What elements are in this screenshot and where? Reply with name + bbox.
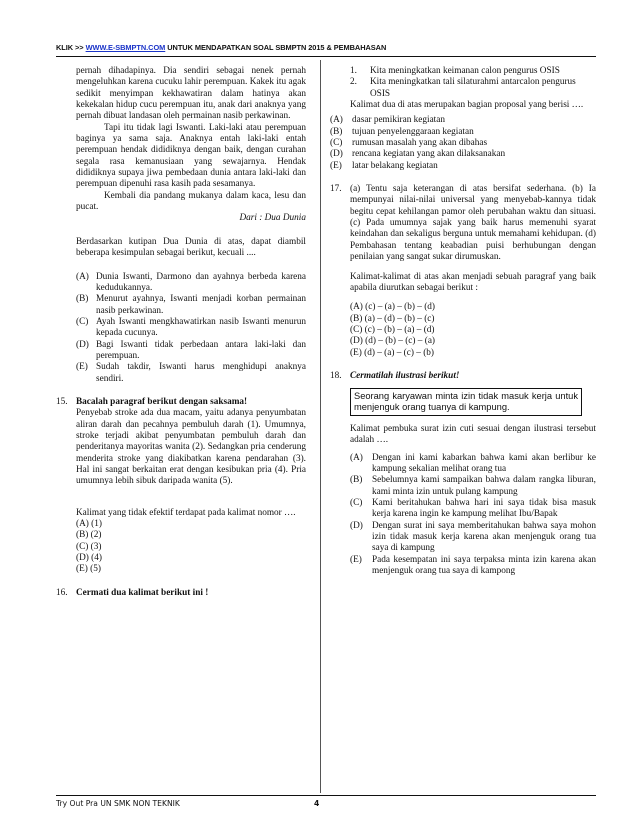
q16-item	[350, 66, 596, 77]
item-text: Kita meningkatkan keimanan calon pengurus OSIS	[370, 66, 560, 76]
q15-number: 15.	[56, 396, 68, 407]
option-key: (D)	[330, 149, 343, 160]
q18-title: Cermatilah ilustrasi berikut!	[350, 370, 460, 381]
option-key: (D)	[76, 339, 89, 350]
q17-options	[350, 302, 596, 359]
q18-option[interactable]	[350, 521, 596, 555]
right-column	[330, 66, 596, 577]
q14-option[interactable]	[76, 340, 306, 363]
option-text: dasar pemikiran kegiatan	[352, 115, 445, 126]
q16-title: Cermati dua kalimat berikut ini !	[76, 587, 209, 598]
option-key: (A)	[350, 452, 363, 463]
q17-option[interactable]: (A) (c) – (a) – (b) – (d)	[350, 302, 436, 313]
option-text: Kami beritahukan bahwa hari ini saya tidak bisa masuk kerja karena ingin ke kampung melihat Ibu/Bapak	[372, 497, 596, 520]
item-text: Kita meningkatkan tali silaturahmi antarcalon pengurus OSIS	[370, 77, 576, 99]
q17-option[interactable]: (D) (d) – (b) – (c) – (a)	[350, 336, 436, 347]
column-divider	[320, 60, 321, 793]
q18-option[interactable]	[350, 498, 596, 521]
q15-option[interactable]: (E) (5)	[76, 564, 101, 575]
page-number: 4	[314, 799, 320, 808]
q15-option[interactable]: (A) (1)	[76, 519, 102, 530]
question-18	[330, 371, 596, 577]
question-15	[56, 397, 306, 576]
option-key: (A)	[76, 271, 89, 282]
footer-title: Try Out Pra UN SMK NON TEKNIK	[56, 799, 180, 808]
q18-options	[350, 453, 596, 578]
q15-title: Bacalah paragraf berikut dengan saksama!	[76, 396, 248, 407]
option-text: Pada kesempatan ini saya terpaksa minta izin karena akan menjenguk orang tua saya di kampong	[372, 554, 596, 576]
option-key: (E)	[350, 554, 362, 565]
option-text: Bagi Iswanti tidak perbedaan antara laki-laki dan perempuan.	[96, 339, 306, 361]
option-key: (C)	[350, 497, 363, 508]
item-key: 2.	[350, 77, 357, 88]
story-source: Dari : Dua Dunia	[239, 213, 306, 224]
q18-stem: Kalimat pembuka surat izin cuti sesuai dengan ilustrasi tersebut adalah ….	[350, 423, 596, 446]
option-key: (D)	[350, 520, 363, 531]
header-suffix: UNTUK MENDAPATKAN SOAL SBMPTN 2015 & PEMBAHASAN	[165, 43, 387, 52]
story-paragraph-3: Kembali dia pandang mukanya dalam kaca, lesu dan pucat.	[76, 190, 306, 213]
option-text: rumusan masalah yang akan dibahas	[352, 138, 488, 149]
q16-stem: Kalimat dua di atas merupakan bagian proposal yang berisi ….	[350, 100, 584, 111]
q16-number: 16.	[56, 587, 68, 598]
question-17	[330, 184, 596, 359]
option-key: (E)	[76, 362, 88, 373]
story-paragraph-2: Tapi itu tidak lagi Iswanti. Laki-laki atau perempuan baginya ya sama saja. Anaknya entah laki-laki entah perempuan hendak dididiknya dengan baik, dengan curahan segala rasa kemanusiaan yang sewajarnya. Hendak dididiknya supaya jiwa pembedaan dunia antara laki-laki dan perempuan dipenuhi rasa kasih pada sesamanya.	[76, 122, 306, 190]
q16-item	[350, 77, 596, 100]
q16-options	[330, 115, 596, 172]
q18-illustration-box: Seorang karyawan minta izin tidak masuk kerja untuk menjenguk orang tuanya di kampung.	[350, 388, 582, 416]
option-text: Ayah Iswanti mengkhawatirkan nasib Iswanti menurun kepada cucunya.	[96, 316, 306, 339]
option-key: (B)	[76, 294, 89, 305]
q14-options	[76, 272, 306, 385]
q14-option[interactable]	[76, 272, 306, 295]
option-text: tujuan penyelenggaraan kegiatan	[352, 126, 474, 137]
option-text: Menurut ayahnya, Iswanti menjadi korban permainan nasib perkawinan.	[96, 294, 306, 316]
q15-stem: Kalimat yang tidak efektif terdapat pada kalimat nomor ….	[76, 507, 296, 518]
option-key: (C)	[330, 138, 343, 149]
q17-option[interactable]: (E) (d) – (a) – (c) – (b)	[350, 347, 434, 358]
option-text: latar belakang kegiatan	[352, 160, 438, 171]
q14-option[interactable]	[76, 362, 306, 385]
story-paragraph-1: pernah dihadapinya. Dia sendiri sebagai nenek pernah mengeluhkan karena cucuku lahir perempuan. Kakek itu agak sedikit menyimpan kekhawatiran dalam hatinya akan kekekalan hidup cucu perempuan itu, anak dari anaknya yang pernah dibuat landasan oleh permainan nasib perkawinan.	[76, 66, 306, 122]
header-link[interactable]: WWW.E-SBMPTN.COM	[85, 43, 166, 52]
q16-option[interactable]	[330, 161, 596, 172]
q15-option[interactable]: (B) (2)	[76, 530, 102, 541]
q18-number: 18.	[330, 370, 342, 381]
header-rule	[56, 56, 596, 57]
item-key: 1.	[350, 66, 357, 76]
q17-number: 17.	[330, 184, 342, 195]
option-text: Sebelumnya kami sampaikan bahwa dalam rangka liburan, kami minta izin untuk pulang kampung	[372, 475, 596, 497]
option-key: (B)	[330, 126, 343, 137]
option-text: rencana kegiatan yang akan dilaksanakan	[352, 149, 506, 160]
q17-option[interactable]: (C) (c) – (b) – (a) – (d)	[350, 324, 435, 335]
q18-option[interactable]	[350, 453, 596, 476]
left-column	[56, 66, 306, 599]
q16-option[interactable]	[330, 149, 596, 160]
option-key: (C)	[76, 316, 89, 327]
q18-option[interactable]	[350, 555, 596, 578]
q14-option[interactable]	[76, 317, 306, 340]
q16-option[interactable]	[330, 127, 596, 138]
question-16	[56, 588, 306, 599]
q16-option[interactable]	[330, 115, 596, 126]
q18-option[interactable]	[350, 475, 596, 498]
option-text: Dunia Iswanti, Darmono dan ayahnya berbeda karena kedudukannya.	[96, 271, 306, 293]
q15-option[interactable]: (D) (4)	[76, 553, 102, 564]
option-key: (A)	[330, 115, 343, 126]
option-text: Dengan surat ini saya memberitahukan bahwa saya mohon izin tidak masuk kerja karena akan menjenguk orang tua saya di kampung	[372, 520, 596, 554]
q17-option[interactable]: (B) (a) – (d) – (b) – (c)	[350, 313, 435, 324]
page-footer	[56, 799, 596, 808]
option-text: Sudah takdir, Iswanti harus menghidupi anaknya sendiri.	[96, 362, 306, 384]
header-prefix: KLIK >>	[56, 43, 86, 52]
page-header	[56, 43, 596, 52]
q15-paragraph: Penyebab stroke ada dua macam, yaitu adanya penyumbatan aliran darah dan pecahnya pembuluh darah (1). Umumnya, stroke terjadi akibat penyumbatan pembuluh darah dan penderitanya mayoritas wanita (2). Sedangkan pria cenderung menderita stroke yang diakibatkan karena pendarahan (3). Hal ini sangat berkaitan erat dengan kesibukan pria (4). Pria umumnya lebih sibuk daripada wanita (5).	[76, 408, 306, 487]
footer-rule	[56, 795, 596, 796]
q15-option[interactable]: (C) (3)	[76, 541, 102, 552]
q16-option[interactable]	[330, 138, 596, 149]
q17-stem: Kalimat-kalimat di atas akan menjadi sebuah paragraf yang baik apabila diurutkan sebagai berikut :	[350, 271, 596, 293]
q17-paragraph: (a) Tentu saja keterangan di atas bersifat sederhana. (b) Ia mempunyai nilai-nilai universal yang menyebab-kannya tidak begitu cepat kehilangan pamor oleh perubahan waktu dan situasi. (c) Pada umumnya sajak yang baik harus memenuhi syarat keindahan dan sekaligus berguna untuk memahami kehidupan. (d) Pembahasan tentang keabadian puisi berhubungan dengan penilaian yang sangat sukar dirumuskan.	[350, 184, 596, 263]
option-key: (E)	[330, 160, 342, 171]
q14-stem: Berdasarkan kutipan Dua Dunia di atas, dapat diambil beberapa kesimpulan sebagai berikut, kecuali ....	[76, 236, 306, 259]
option-text: Dengan ini kami kabarkan bahwa kami akan berlibur ke kampung sekalian melihat orang tua	[372, 452, 596, 474]
option-key: (B)	[350, 475, 363, 486]
q14-option[interactable]	[76, 294, 306, 317]
